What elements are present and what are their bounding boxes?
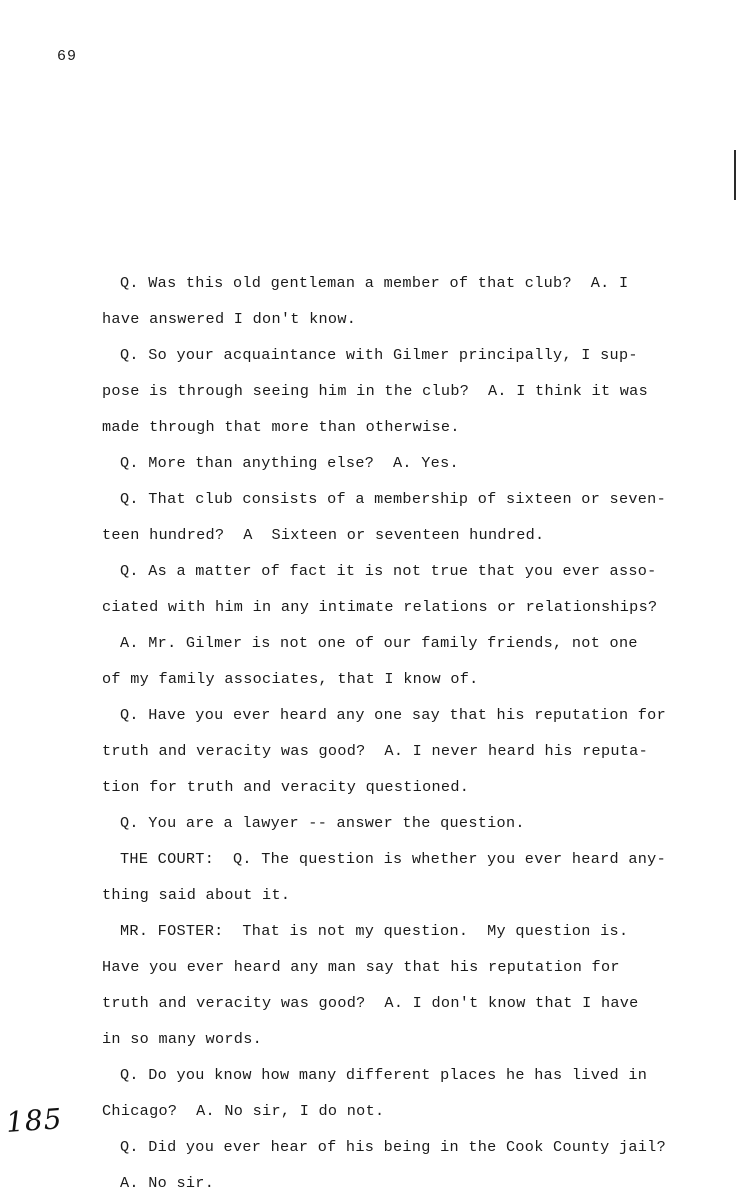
transcript-line: MR. FOSTER: That is not my question. My question is.: [120, 922, 629, 940]
transcript-line: Q. More than anything else? A. Yes.: [120, 454, 459, 472]
transcript-line: Q. Do you know how many different places he has lived in: [120, 1066, 648, 1084]
transcript-line: in so many words.: [102, 1030, 263, 1048]
transcript-line: Q. Have you ever heard any one say that his reputation for: [120, 706, 667, 724]
transcript-line: Q. That club consists of a membership of sixteen or seven-: [120, 490, 667, 508]
transcript-line: ciated with him in any intimate relations or relationships?: [102, 598, 658, 616]
transcript-line: Q. You are a lawyer -- answer the question.: [120, 814, 525, 832]
transcript-line: Q. As a matter of fact it is not true that you ever asso-: [120, 562, 657, 580]
transcript-line: teen hundred? A Sixteen or seventeen hundred.: [102, 526, 545, 544]
transcript-line: truth and veracity was good? A. I never heard his reputa-: [102, 742, 649, 760]
margin-rule: [734, 150, 736, 200]
transcript-line: made through that more than otherwise.: [102, 418, 460, 436]
transcript-line: pose is through seeing him in the club? A. I think it was: [102, 382, 649, 400]
transcript-line: truth and veracity was good? A. I don't know that I have: [102, 994, 639, 1012]
transcript-line: Have you ever heard any man say that his reputation for: [102, 958, 620, 976]
transcript-body: [102, 265, 722, 1201]
transcript-line: Q. Was this old gentleman a member of that club? A. I: [120, 274, 629, 292]
handwritten-page-annotation: 185: [4, 1102, 64, 1139]
transcript-line: Q. Did you ever hear of his being in the Cook County jail?: [120, 1138, 667, 1156]
transcript-line: thing said about it.: [102, 886, 291, 904]
transcript-line: tion for truth and veracity questioned.: [102, 778, 470, 796]
transcript-line: A. Mr. Gilmer is not one of our family friends, not one: [120, 634, 638, 652]
transcript-line: THE COURT: Q. The question is whether you ever heard any-: [120, 850, 667, 868]
transcript-line: Chicago? A. No sir, I do not.: [102, 1102, 385, 1120]
page-number: 69: [57, 48, 78, 65]
transcript-line: Q. So your acquaintance with Gilmer principally, I sup-: [120, 346, 638, 364]
transcript-line: of my family associates, that I know of.: [102, 670, 479, 688]
transcript-line: A. No sir.: [120, 1174, 215, 1192]
transcript-line: have answered I don't know.: [102, 310, 357, 328]
